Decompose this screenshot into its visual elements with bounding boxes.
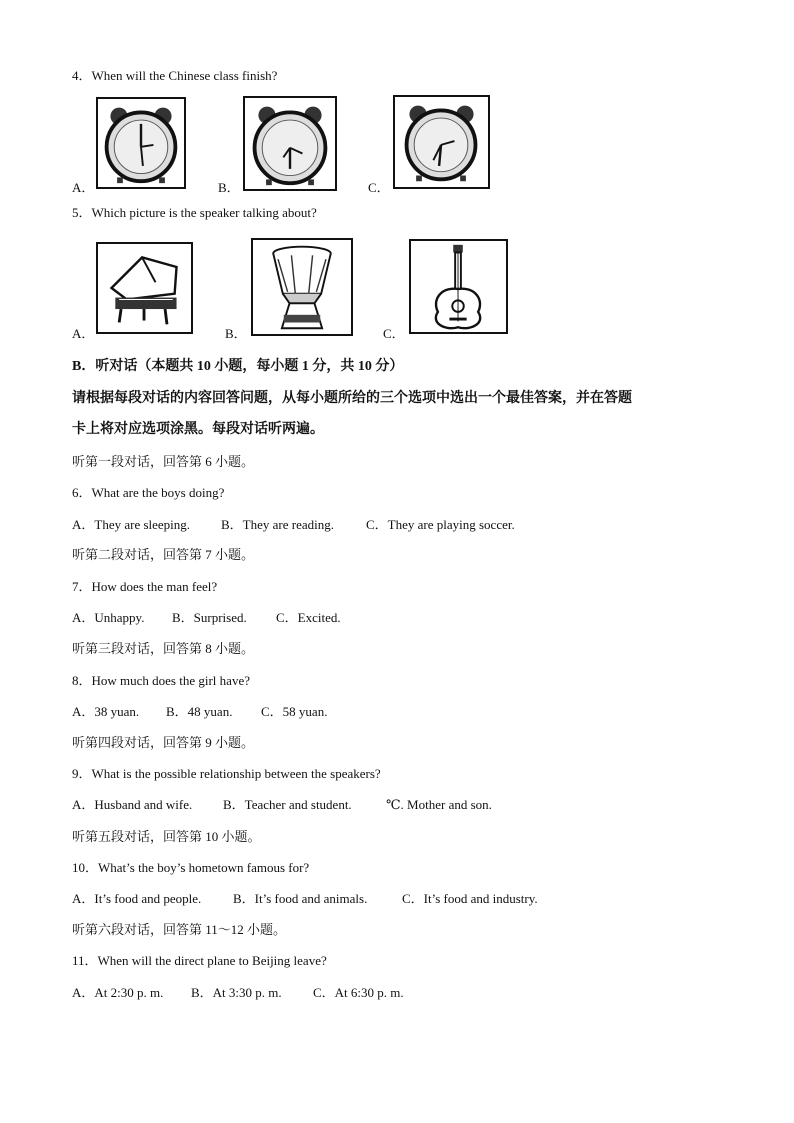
option-10b: B．It’s food and animals. — [233, 891, 368, 906]
option-9a: A．Husband and wife. — [72, 797, 193, 812]
option-8b: B．48 yuan. — [166, 704, 233, 719]
option-10c: C．It’s food and industry. — [402, 891, 538, 906]
clock-icon — [395, 97, 488, 187]
option-7c: C．Excited. — [276, 610, 341, 625]
question-9: 9．What is the possible relationship between the speakers? — [72, 766, 381, 781]
question-7: 7．How does the man feel? — [72, 579, 218, 594]
drum-image — [251, 238, 353, 336]
clock-b-image — [243, 96, 337, 191]
piano-image — [96, 242, 193, 334]
clock-icon — [245, 98, 335, 189]
question-6: 6．What are the boys doing? — [72, 485, 225, 500]
option-6c: C．They are playing soccer. — [366, 517, 515, 532]
drum-icon — [253, 240, 351, 334]
option-11b: B．At 3:30 p. m. — [191, 985, 282, 1000]
option-9b: B．Teacher and student. — [223, 797, 352, 812]
option-4a-label: A． — [72, 180, 95, 195]
option-11c: C．At 6:30 p. m. — [313, 985, 404, 1000]
option-7a: A．Unhappy. — [72, 610, 145, 625]
guitar-image — [409, 239, 508, 334]
option-6a: A．They are sleeping. — [72, 517, 191, 532]
clock-c-image — [393, 95, 490, 189]
option-4c-label: C． — [368, 180, 390, 195]
piano-icon — [98, 244, 191, 332]
question-10: 10．What’s the boy’s hometown famous for? — [72, 860, 310, 875]
question-8: 8．How much does the girl have? — [72, 673, 250, 688]
option-5c-label: C． — [383, 326, 405, 341]
option-7b: B．Surprised. — [172, 610, 247, 625]
option-8c: C．58 yuan. — [261, 704, 328, 719]
option-10a: A．It’s food and people. — [72, 891, 202, 906]
section-b-instruction-1: 请根据每段对话的内容回答问题，从每小题所给的三个选项中选出一个最佳答案，并在答题 — [72, 391, 632, 406]
section-b-instruction-2: 卡上将对应选项涂黑。每段对话听两遍。 — [72, 422, 324, 437]
option-9c: ℃. Mother and son. — [386, 797, 492, 812]
question-5: 5．Which picture is the speaker talking about? — [72, 205, 317, 220]
dialogue-3-note: 听第三段对话，回答第 8 小题。 — [72, 641, 255, 656]
dialogue-4-note: 听第四段对话，回答第 9 小题。 — [72, 735, 255, 750]
guitar-icon — [411, 241, 506, 332]
clock-icon — [98, 99, 184, 187]
dialogue-2-note: 听第二段对话，回答第 7 小题。 — [72, 547, 255, 562]
section-b-heading: B．听对话（本题共 10 小题，每小题 1 分，共 10 分） — [72, 359, 404, 374]
option-5a-label: A． — [72, 326, 95, 341]
option-6b: B．They are reading. — [221, 517, 334, 532]
dialogue-1-note: 听第一段对话，回答第 6 小题。 — [72, 454, 255, 469]
dialogue-5-note: 听第五段对话，回答第 10 小题。 — [72, 829, 261, 844]
option-8a: A．38 yuan. — [72, 704, 140, 719]
question-11: 11．When will the direct plane to Beijing leave? — [72, 953, 327, 968]
clock-a-image — [96, 97, 186, 189]
question-4: 4．When will the Chinese class finish? — [72, 68, 278, 83]
option-4b-label: B． — [218, 180, 240, 195]
option-11a: A．At 2:30 p. m. — [72, 985, 164, 1000]
dialogue-6-note: 听第六段对话，回答第 11～12 小题。 — [72, 922, 287, 937]
option-5b-label: B． — [225, 326, 247, 341]
